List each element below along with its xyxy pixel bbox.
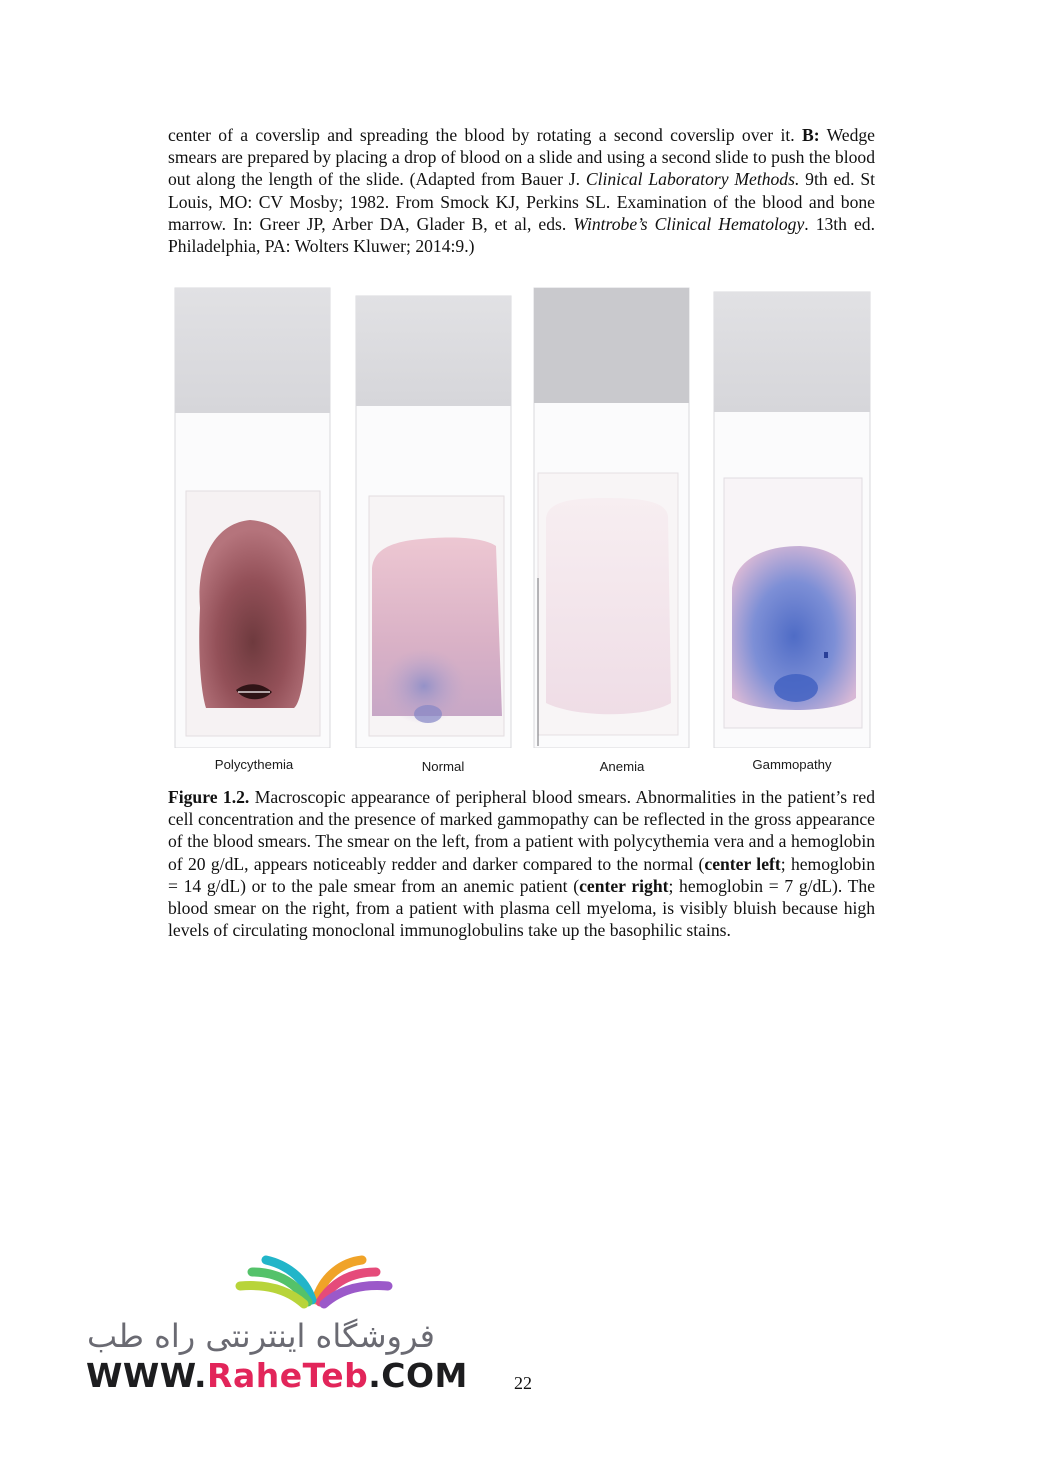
label-gammopathy: Gammopathy <box>752 757 832 772</box>
blood-smear-figure <box>166 278 878 778</box>
intro-text: 9th ed. St Louis, MO: CV Mosby; 1982. From Smock KJ, Perkins SL. Examination of the blood and bone marrow. In: Greer JP, Arber DA, Glader B, et al, eds. <box>168 169 875 234</box>
page-number: 22 <box>514 1373 532 1393</box>
smear-anemia <box>546 498 671 714</box>
smear-polycythemia <box>199 520 306 708</box>
figure-caption <box>168 786 875 941</box>
intro-bold-label: B: <box>801 125 820 145</box>
frosted-label-area <box>534 288 689 403</box>
blood-smear-slides-image <box>166 278 878 748</box>
frosted-label-area <box>356 296 511 406</box>
caption-text: Macroscopic appearance of peripheral blood smears. Abnormalities in the patient’s red cell concentration and the presence of marked gammopathy can be reflected in the gross appearance of the blood smears. The smear on the left, from a patient with polycythemia vera and a hemoglobin of 20 g/dL, appears noticeably redder and darker compared to the normal ( <box>168 787 876 874</box>
logo-url <box>86 1356 468 1395</box>
frosted-label-area <box>175 288 330 413</box>
intro-text: Wedge smears are prepared by placing a drop of blood on a slide and using a second slide to push the blood out along the length of the slide. (Adapted from Bauer J. <box>168 125 875 190</box>
caption-text: ; hemoglobin = 7 g/dL). The blood smear on the right, from a patient with plasma cell myeloma, is visibly bluish because high levels of circulating monoclonal immunoglobulins take up the basophilic stains. <box>168 875 876 941</box>
intro-citation-title: Clinical Laboratory Methods. <box>585 169 800 190</box>
slide-polycythemia <box>175 288 330 748</box>
frosted-label-area <box>714 292 870 412</box>
caption-bold-term: center left <box>704 853 781 874</box>
logo-persian-text: فروشگاه اینترنتی راه طب <box>87 1317 435 1355</box>
label-polycythemia: Polycythemia <box>214 757 294 772</box>
intro-text: center of a coverslip and spreading the blood by rotating a second coverslip over it. <box>168 125 802 145</box>
figure-number: Figure 1.2. <box>168 787 250 807</box>
intro-text: . 13th ed. Philadelphia, PA: Wolters Kluwer; 2014:9.) <box>168 213 875 257</box>
logo-url-prefix: WWW. <box>86 1356 208 1395</box>
logo-url-suffix: .COM <box>368 1356 468 1395</box>
slide-gammopathy <box>714 292 870 748</box>
intro-citation-title: Wintrobe’s Clinical Hematology <box>573 213 805 234</box>
logo-url-brand: RaheTeb <box>207 1356 369 1395</box>
slide-anemia <box>534 288 689 748</box>
label-anemia: Anemia <box>599 759 645 774</box>
label-normal: Normal <box>421 759 465 774</box>
caption-text: ; hemoglobin = 14 g/dL) or to the pale smear from an anemic patient ( <box>168 853 875 896</box>
slide-normal <box>356 296 511 748</box>
caption-bold-term: center right <box>579 875 669 896</box>
intro-paragraph <box>168 124 875 257</box>
